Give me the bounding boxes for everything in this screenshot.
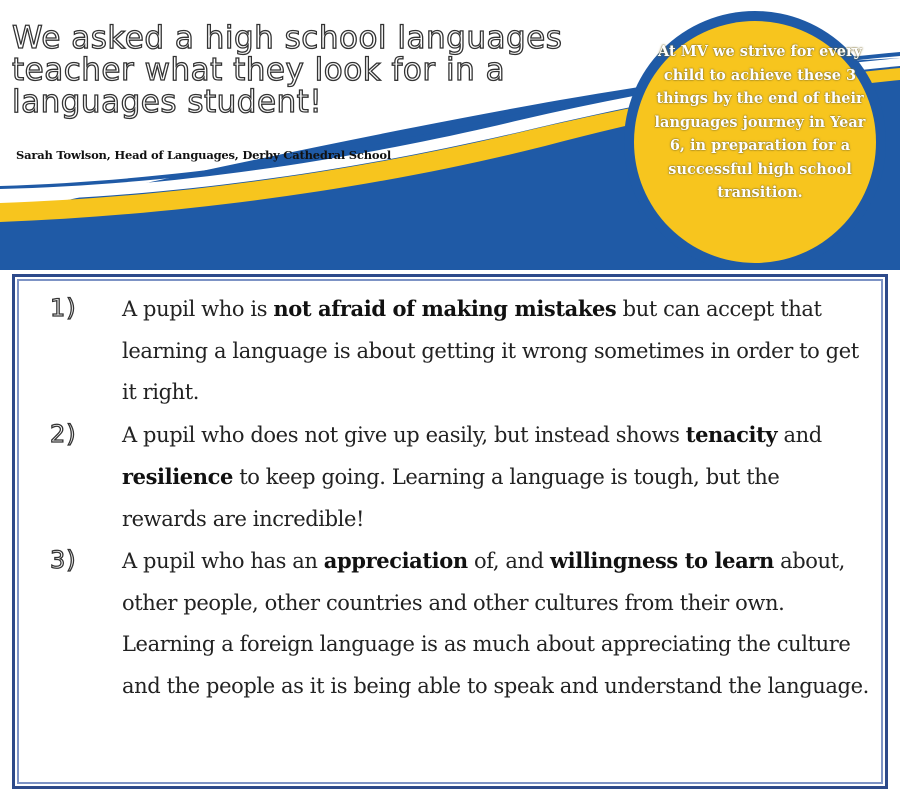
item-number: 3) — [50, 546, 77, 574]
list-item — [40, 540, 870, 707]
emphasis-text: willingness to learn — [550, 548, 774, 573]
item-text — [122, 288, 870, 414]
body-text: and — [777, 422, 822, 447]
page-headline — [12, 22, 612, 118]
item-number: 1) — [50, 294, 77, 322]
list-item — [40, 288, 870, 414]
body-text: A pupil who is — [122, 297, 274, 321]
headline-line: languages student! — [12, 84, 323, 120]
emphasis-text: appreciation — [323, 548, 468, 573]
body-text: about, other people, other countries and other cultures from their own. Learning a foreign language is as much about appreciating the culture and the people as it is being able to speak and understand the language. — [122, 549, 869, 698]
qualities-list — [40, 288, 870, 707]
headline-line: teacher what they look for in a — [12, 52, 506, 88]
emphasis-text: resilience — [122, 464, 233, 489]
item-text — [122, 414, 870, 541]
list-item — [40, 414, 870, 541]
body-text: A pupil who has an — [122, 549, 324, 573]
body-text: but can accept that learning a language is about getting it wrong sometimes in order to get it right. — [122, 297, 859, 404]
headline-line: We asked a high school languages — [12, 20, 563, 56]
item-number: 2) — [50, 419, 77, 448]
quote-credit: Sarah Towlson, Head of Languages, Derby Cathedral School — [16, 148, 391, 162]
header-banner — [0, 0, 900, 270]
emphasis-text: not afraid of making mistakes — [273, 296, 617, 321]
body-text: of, and — [467, 549, 550, 573]
body-text: to keep going. Learning a language is tough, but the rewards are incredible! — [122, 465, 780, 531]
circle-statement: At MV we strive for every child to achieve these 3 things by the end of their languages journey in Year 6, in preparation for a successful high school transition. — [654, 43, 866, 201]
emphasis-text: tenacity — [685, 421, 778, 447]
item-text — [122, 540, 870, 707]
body-text: A pupil who does not give up easily, but instead shows — [122, 422, 686, 447]
